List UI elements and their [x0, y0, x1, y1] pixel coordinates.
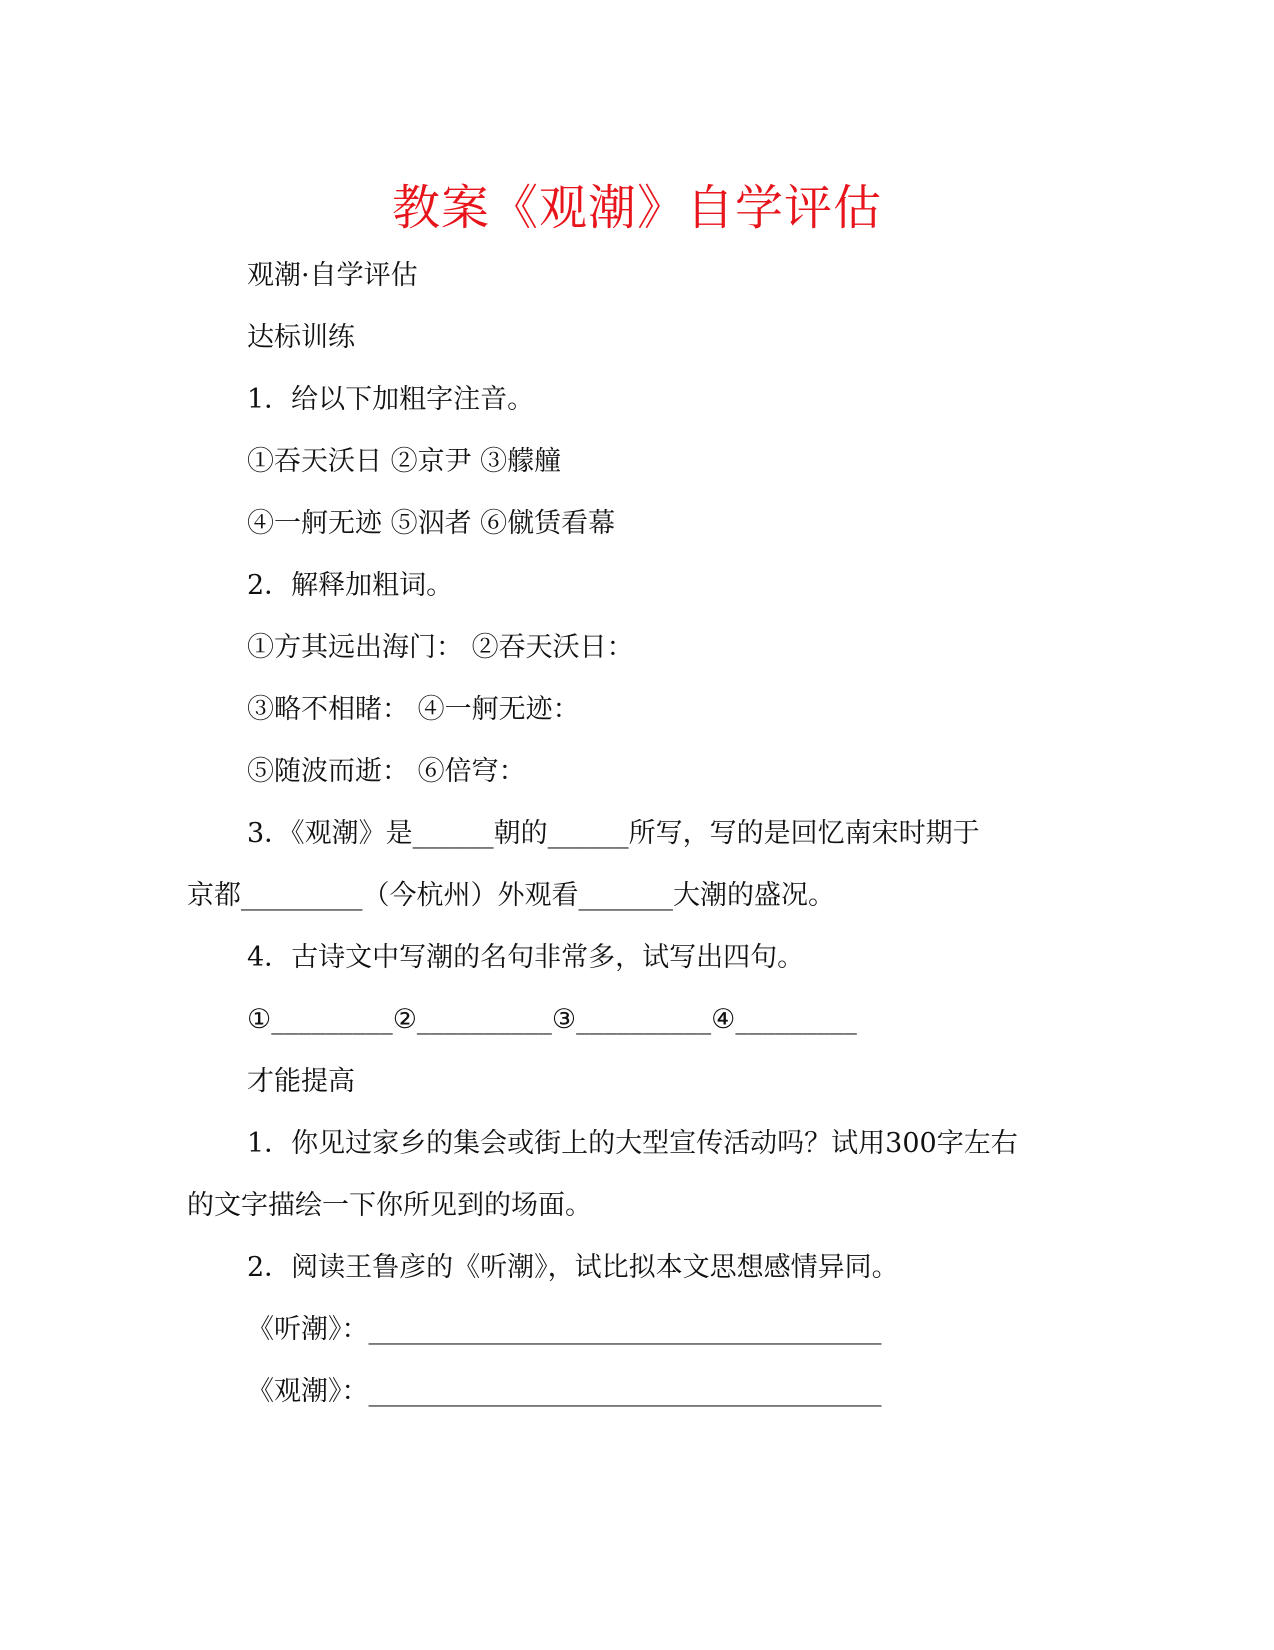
question-item: ④一舸无迹 ⑤泅者 ⑥僦赁看幕 [247, 508, 616, 539]
section-heading: 达标训练 [247, 322, 355, 353]
document-title: 教案《观潮》自学评估 [391, 180, 882, 236]
section-heading: 才能提高 [247, 1066, 355, 1097]
question-text: 2．解释加粗词。 [247, 570, 454, 601]
question-text: 4．古诗文中写潮的名句非常多，试写出四句。 [247, 942, 805, 973]
section-heading: 观潮·自学评估 [247, 260, 418, 291]
question-text: 3．《观潮》是______朝的______所写，写的是回忆南宋时期于 [247, 818, 980, 849]
answer-line: 《听潮》：______________________________________ [247, 1314, 882, 1345]
question-text: 2．阅读王鲁彦的《听潮》，试比拟本文思想感情异同。 [247, 1252, 899, 1283]
question-text-continued: 京都_________（今杭州）外观看_______大潮的盛况。 [187, 880, 835, 911]
question-text: 1．你见过家乡的集会或街上的大型宣传活动吗？试用300字左右 [247, 1128, 1018, 1159]
question-item: ③略不相睹： ④一舸无迹： [247, 694, 580, 725]
question-text-continued: 的文字描绘一下你所见到的场面。 [187, 1190, 592, 1221]
question-item: ①吞天沃日 ②京尹 ③艨艟 [247, 446, 562, 477]
question-text: 1．给以下加粗字注音。 [247, 384, 535, 415]
question-item: ①方其远出海门： ②吞天沃日： [247, 632, 634, 663]
question-item: ⑤随波而逝： ⑥倍穹： [247, 756, 526, 787]
answer-blanks: ①_________②__________③__________④_________ [247, 1004, 857, 1035]
answer-line: 《观潮》：______________________________________ [247, 1376, 882, 1407]
